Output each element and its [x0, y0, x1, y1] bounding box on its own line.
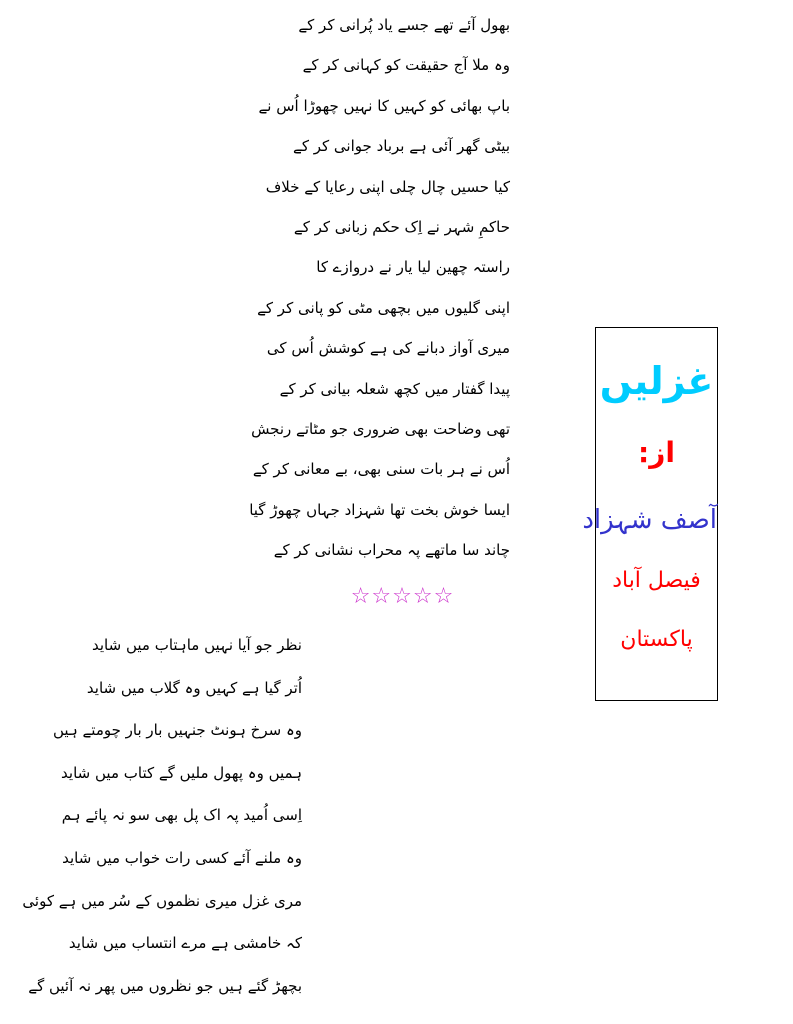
verse-line: تھی وضاحت بھی ضروری جو مٹاتے رنجش	[251, 420, 510, 438]
verse-line: نظر جو آیا نہیں ماہتاب میں شاید	[92, 636, 302, 654]
poem-one	[249, 15, 510, 575]
author-country: پاکستان	[620, 627, 693, 652]
verse-line: بھول آئے تھے جسے یاد پُرانی کر کے	[298, 16, 510, 34]
verse-line: وہ سرخ ہونٹ جنہیں بار بار چومتے ہیں	[53, 721, 302, 740]
verse-line: مری غزل میری نظموں کے سُر میں ہے کوئی	[22, 891, 302, 910]
verse-line: اُس نے ہر بات سنی بھی، بے معانی کر کے	[252, 460, 510, 479]
verse-line: کیا حسیں چال چلی اپنی رعایا کے خلاف	[265, 177, 510, 196]
verse-line: وہ ملنے آئے کسی رات خواب میں شاید	[62, 849, 302, 867]
verse-line: بیٹی گھر آئی ہے برباد جوانی کر کے	[293, 137, 510, 156]
verse-line: باپ بھائی کو کہیں کا نہیں چھوڑا اُس نے	[258, 96, 510, 115]
verse-line: حاکمِ شہر نے اِک حکم زبانی کر کے	[293, 218, 510, 236]
verse-line: وہ ملا آج حقیقت کو کہانی کر کے	[302, 56, 510, 75]
verse-line: اِسی اُمید پہ اک پل بھی سو نہ پائے ہم	[61, 806, 302, 825]
verse-line: ایسا خوش بخت تھا شہزاد جہاں چھوڑ گیا	[249, 500, 510, 519]
book-info-box	[582, 327, 718, 701]
verse-line: بچھڑ گئے ہیں جو نظروں میں پھر نہ آئیں گے	[28, 976, 302, 995]
book-title: غزلیں	[599, 359, 714, 403]
star-separator: ☆☆☆☆☆	[350, 584, 455, 609]
verse-line: اُتر گیا ہے کہیں وہ گلاب میں شاید	[86, 678, 302, 697]
verse-line: چاند سا ماتھے پہ محراب نشانی کر کے	[273, 541, 510, 560]
verse-line: راستہ چھین لیا یار نے دروازے کا	[316, 258, 510, 277]
verse-line: اپنی گلیوں میں بچھی مٹی کو پانی کر کے	[257, 298, 510, 317]
poem-two	[12, 635, 302, 1024]
verse-line: میری آواز دبانے کی ہے کوشش اُس کی	[266, 339, 510, 358]
by-label: از:	[638, 436, 675, 469]
verse-line: کہ خامشی ہے مرے انتساب میں شاید	[68, 934, 302, 953]
verse-line: ہمیں وہ پھول ملیں گے کتاب میں شاید	[61, 763, 302, 782]
author-city: فیصل آباد	[612, 568, 701, 593]
verse-line: پیدا گفتار میں کچھ شعلہ بیانی کر کے	[279, 379, 510, 398]
author-name: آصف شہزاد	[582, 505, 717, 535]
